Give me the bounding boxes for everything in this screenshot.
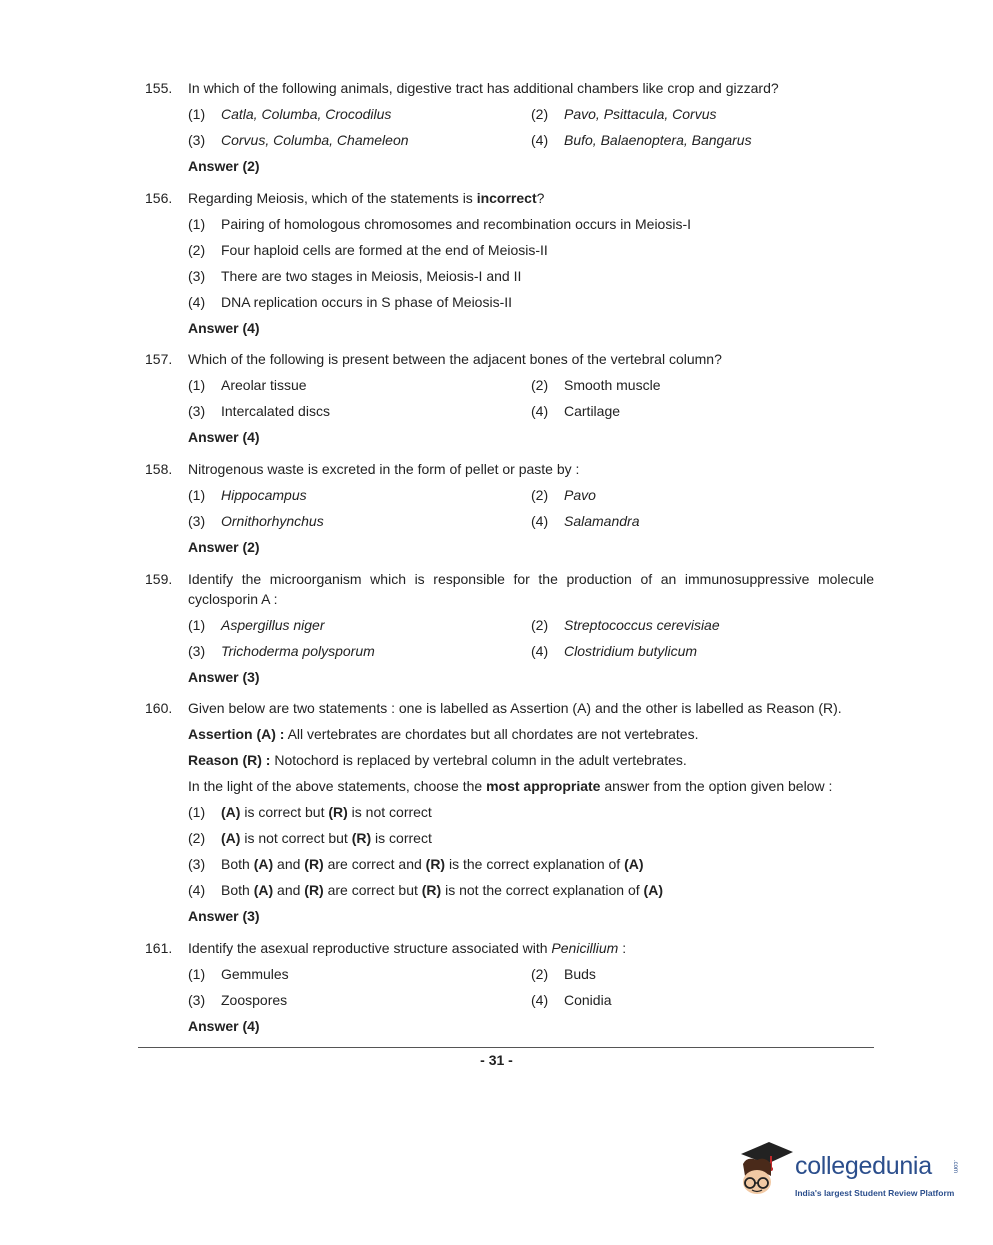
option-1: (1) Areolar tissue bbox=[188, 377, 307, 393]
option-4: (4) Bufo, Balaenoptera, Bangarus bbox=[531, 132, 752, 148]
question-text: Which of the following is present between the adjacent bones of the vertebral column? bbox=[188, 351, 722, 367]
option-4: (4) Clostridium butylicum bbox=[531, 643, 698, 659]
option-1: (1) Gemmules bbox=[188, 966, 289, 982]
option-3: (3) Intercalated discs bbox=[188, 403, 330, 419]
option-2: (2) Smooth muscle bbox=[531, 377, 661, 393]
bold-text: (A) bbox=[221, 804, 241, 820]
option-1: (1) Catla, Columba, Crocodilus bbox=[188, 106, 392, 122]
question-number: 160. bbox=[145, 700, 173, 716]
answer-label: Answer (4) bbox=[188, 1018, 260, 1034]
question-text: In which of the following animals, digestive tract has additional chambers like crop and gizzard? bbox=[188, 80, 779, 96]
option-2: (2) Streptococcus cerevisiae bbox=[531, 617, 720, 633]
answer-label: Answer (4) bbox=[188, 320, 260, 336]
option-1: (1) Hippocampus bbox=[188, 487, 307, 503]
answer-label: Answer (4) bbox=[188, 429, 260, 445]
option-1: (1) (A) is correct but (R) is not correct bbox=[188, 804, 432, 820]
assertion-statement: Assertion (A) : All vertebrates are chordates but all chordates are not vertebrates. bbox=[188, 726, 699, 742]
bold-text: (A) bbox=[624, 856, 644, 872]
answer-label: Answer (3) bbox=[188, 669, 260, 685]
bold-text: (A) bbox=[253, 856, 274, 872]
footer-divider bbox=[138, 1047, 874, 1048]
option-4: (4) DNA replication occurs in S phase of Meiosis-II bbox=[188, 294, 513, 310]
option-3: (3) Trichoderma polysporum bbox=[188, 643, 375, 659]
option-4: (4) Both (A) and (R) are correct but (R) is not the correct explanation of (A) bbox=[188, 882, 663, 898]
text: and bbox=[273, 856, 305, 872]
option-4: (4) Salamandra bbox=[531, 513, 640, 529]
question-text: Identify the asexual reproductive structure associated with Penicillium : bbox=[188, 940, 627, 956]
text: is not correct but bbox=[240, 830, 352, 846]
option-2: (2) (A) is not correct but (R) is correct bbox=[188, 830, 432, 846]
option-2: (2) Four haploid cells are formed at the end of Meiosis-II bbox=[188, 242, 548, 258]
brand-name: collegedunia bbox=[795, 1152, 932, 1180]
question-number: 155. bbox=[145, 80, 173, 96]
text: Both bbox=[221, 882, 254, 898]
option-1: (1) Pairing of homologous chromosomes and recombination occurs in Meiosis-I bbox=[188, 216, 691, 232]
instruction-text: In the light of the above statements, choose the most appropriate answer from the option given below : bbox=[188, 778, 833, 794]
bold-text: (R) bbox=[425, 856, 446, 872]
brand-suffix: .com bbox=[952, 1160, 958, 1174]
option-4: (4) Conidia bbox=[531, 992, 612, 1008]
bold-text: (R) bbox=[351, 830, 372, 846]
brand-tagline: India's largest Student Review Platform bbox=[795, 1188, 955, 1198]
question-number: 158. bbox=[145, 461, 173, 477]
bold-text: (R) bbox=[421, 882, 442, 898]
question-text: Identify the microorganism which is responsible for the production of an immunosuppressive molecule cyclosporin A : bbox=[188, 571, 874, 607]
option-3: (3) Ornithorhynchus bbox=[188, 513, 324, 529]
answer-label: Answer (3) bbox=[188, 908, 260, 924]
option-1: (1) Aspergillus niger bbox=[188, 617, 325, 633]
text: and bbox=[273, 882, 305, 898]
text: is correct bbox=[371, 830, 432, 846]
option-2: (2) Buds bbox=[531, 966, 596, 982]
student-mascot-icon bbox=[735, 1138, 795, 1208]
bold-text: (A) bbox=[221, 830, 241, 846]
text: are correct but bbox=[323, 882, 422, 898]
bold-text: (R) bbox=[304, 856, 324, 872]
question-text: Nitrogenous waste is excreted in the form of pellet or paste by : bbox=[188, 461, 580, 477]
collegedunia-logo[interactable] bbox=[735, 1138, 965, 1208]
text: is the correct explanation of bbox=[445, 856, 625, 872]
option-3: (3) Zoospores bbox=[188, 992, 288, 1008]
reason-statement: Reason (R) : Notochord is replaced by vertebral column in the adult vertebrates. bbox=[188, 752, 687, 768]
text: is not the correct explanation of bbox=[441, 882, 644, 898]
text: are correct and bbox=[323, 856, 426, 872]
bold-text: (R) bbox=[304, 882, 324, 898]
answer-label: Answer (2) bbox=[188, 539, 260, 555]
text: is not correct bbox=[347, 804, 432, 820]
question-number: 161. bbox=[145, 940, 173, 956]
question-text: Given below are two statements : one is labelled as Assertion (A) and the other is labelled as Reason (R). bbox=[188, 700, 842, 716]
answer-label: Answer (2) bbox=[188, 158, 260, 174]
bold-text: (A) bbox=[253, 882, 274, 898]
text: Both bbox=[221, 856, 254, 872]
question-number: 156. bbox=[145, 190, 173, 206]
question-number: 157. bbox=[145, 351, 173, 367]
option-2: (2) Pavo, Psittacula, Corvus bbox=[531, 106, 717, 122]
bold-text: (A) bbox=[643, 882, 663, 898]
option-4: (4) Cartilage bbox=[531, 403, 621, 419]
option-3: (3) Corvus, Columba, Chameleon bbox=[188, 132, 409, 148]
option-3: (3) Both (A) and (R) are correct and (R) is the correct explanation of (A) bbox=[188, 856, 644, 872]
question-text: Regarding Meiosis, which of the statements is incorrect? bbox=[188, 190, 545, 206]
option-2: (2) Pavo bbox=[531, 487, 596, 503]
page-number: - 31 - bbox=[480, 1052, 513, 1068]
question-number: 159. bbox=[145, 571, 173, 587]
text: is correct but bbox=[240, 804, 329, 820]
option-3: (3) There are two stages in Meiosis, Meiosis-I and II bbox=[188, 268, 522, 284]
bold-text: (R) bbox=[328, 804, 348, 820]
